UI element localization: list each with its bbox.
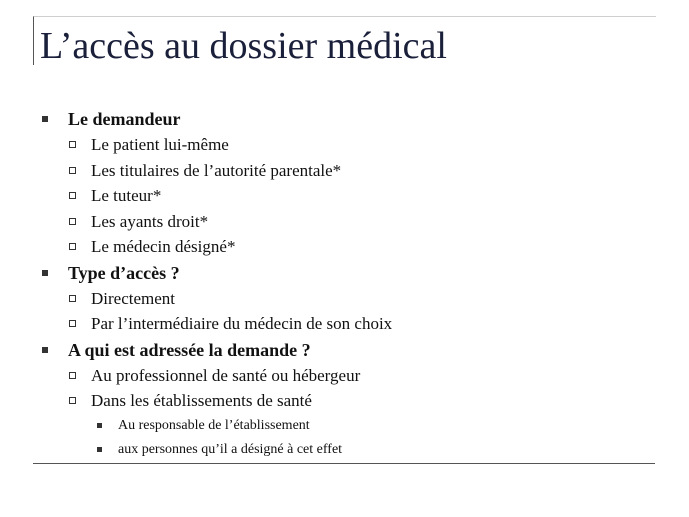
list-item-text: Directement <box>91 288 176 308</box>
hollow-square-bullet-icon <box>69 372 76 379</box>
square-bullet-icon <box>42 347 48 353</box>
small-square-bullet-icon <box>97 423 102 428</box>
hollow-square-bullet-icon <box>69 218 76 225</box>
hollow-square-bullet-icon <box>69 243 76 250</box>
sub-list-item <box>40 438 650 462</box>
list-item <box>40 363 650 389</box>
section-heading <box>40 337 650 363</box>
slide-title: L’accès au dossier médical <box>40 25 447 67</box>
list-item-text: Au professionnel de santé ou hébergeur <box>91 365 361 385</box>
list-item <box>40 388 650 414</box>
section-heading-text: A qui est adressée la demande ? <box>68 339 311 360</box>
list-item <box>40 311 650 337</box>
section-heading-text: Type d’accès ? <box>68 262 180 283</box>
bullet-list <box>40 106 650 462</box>
footer-rule <box>33 463 655 464</box>
list-item-text: Le tuteur* <box>91 186 162 205</box>
small-square-bullet-icon <box>97 447 102 452</box>
sub-list-item-text: Au responsable de l’établissement <box>118 417 310 433</box>
list-item <box>40 209 650 235</box>
list-item <box>40 234 650 260</box>
list-item-text: Le patient lui-même <box>91 135 229 154</box>
list-item-text: Les titulaires de l’autorité parentale* <box>91 160 342 180</box>
list-item-text: Le médecin désigné* <box>91 237 236 256</box>
square-bullet-icon <box>42 270 48 276</box>
list-item-text: Par l’intermédiaire du médecin de son choix <box>91 314 393 333</box>
hollow-square-bullet-icon <box>69 141 76 148</box>
hollow-square-bullet-icon <box>69 167 76 174</box>
list-item <box>40 286 650 312</box>
section-heading <box>40 106 650 132</box>
square-bullet-icon <box>42 116 48 122</box>
list-item <box>40 183 650 209</box>
section-heading <box>40 260 650 286</box>
list-item-text: Dans les établissements de santé <box>91 391 312 410</box>
list-item <box>40 132 650 158</box>
hollow-square-bullet-icon <box>69 192 76 199</box>
list-item <box>40 158 650 184</box>
hollow-square-bullet-icon <box>69 295 76 302</box>
section-heading-text: Le demandeur <box>68 109 181 129</box>
sub-list-item-text: aux personnes qu’il a désigné à cet effet <box>118 441 343 457</box>
hollow-square-bullet-icon <box>69 397 76 404</box>
hollow-square-bullet-icon <box>69 320 76 327</box>
list-item-text: Les ayants droit* <box>91 211 209 231</box>
sub-list-item <box>40 414 650 438</box>
